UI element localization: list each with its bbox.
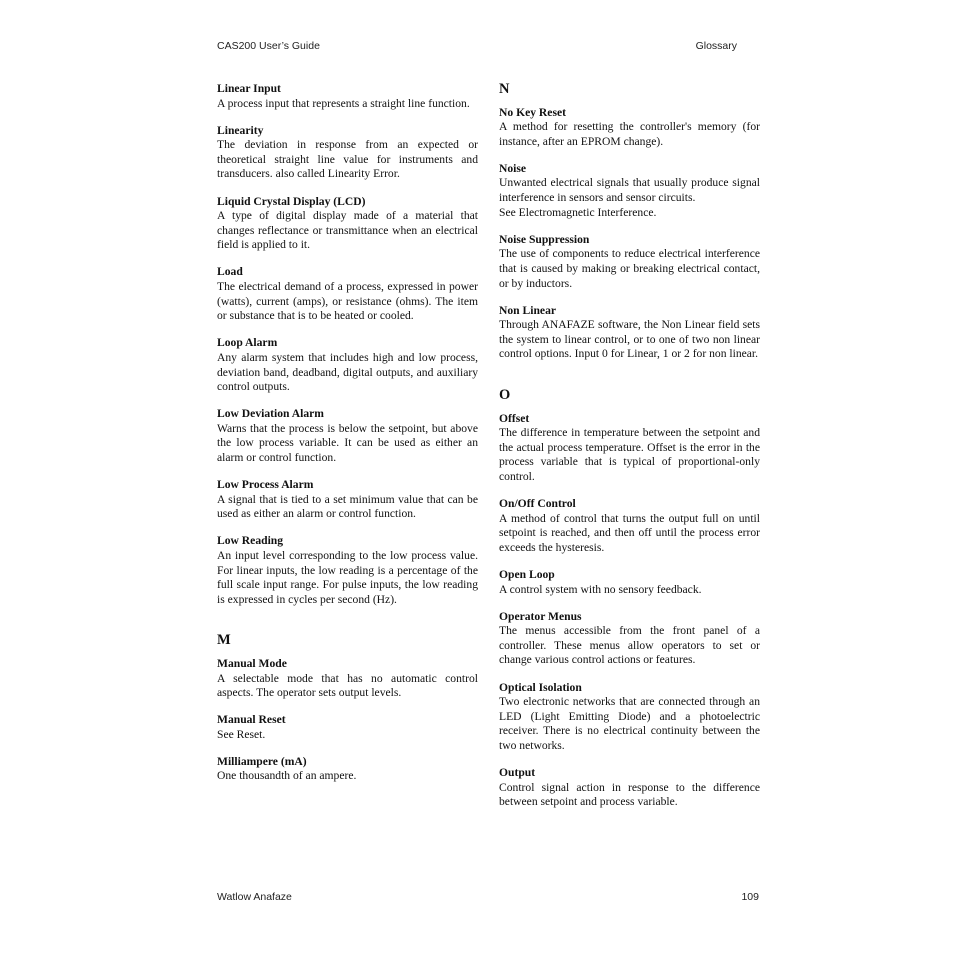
glossary-term: Offset	[499, 411, 530, 425]
glossary-entry	[217, 478, 478, 522]
glossary-definition: A selectable mode that has no automatic control aspects. The operator sets output levels.	[217, 671, 478, 700]
glossary-term: Operator Menus	[499, 609, 582, 623]
glossary-definition: The electrical demand of a process, expressed in power (watts), current (amps), or resistance (ohms). The item or substance that is to be heated or cooled.	[217, 280, 478, 323]
glossary-term: Milliampere (mA)	[217, 754, 307, 768]
running-header-title: CAS200 User’s Guide	[217, 40, 320, 52]
glossary-entry	[499, 412, 760, 485]
glossary-definition: Unwanted electrical signals that usually produce signal interference in sensors and sensor circuits.	[499, 176, 760, 205]
glossary-definition: Warns that the process is below the setpoint, but above the low process variable. It can be used as either an alarm or control function.	[217, 421, 478, 464]
entries-o	[499, 412, 760, 810]
glossary-entry	[499, 233, 760, 291]
glossary-term: Optical Isolation	[499, 680, 582, 694]
glossary-definition: A method for resetting the controller's memory (for instance, after an EPROM change).	[499, 120, 760, 148]
glossary-term: Output	[499, 765, 536, 779]
glossary-entry	[217, 124, 478, 182]
glossary-entry	[499, 304, 760, 362]
section-letter-o: O	[499, 387, 511, 403]
glossary-left-column	[217, 82, 478, 797]
glossary-definition: An input level corresponding to the low process value. For linear inputs, the low reading is a percentage of the full scale input range. For pulse inputs, the low reading is expressed in cycles per second (Hz).	[217, 548, 478, 606]
glossary-definition: A method of control that turns the output full on until setpoint is reached, and then off until the process error exceeds the hysteresis.	[499, 511, 760, 554]
glossary-term: Noise Suppression	[499, 232, 590, 246]
glossary-definition: The difference in temperature between the setpoint and the actual process temperature. Offset is the error in the process variable that is typical of proportional-only control.	[499, 426, 760, 483]
glossary-term: Liquid Crystal Display (LCD)	[217, 194, 366, 208]
glossary-definition: One thousandth of an ampere.	[217, 769, 357, 783]
glossary-term: Manual Reset	[217, 713, 286, 727]
entries-l	[217, 82, 478, 607]
glossary-entry	[217, 82, 478, 111]
glossary-entry	[217, 534, 478, 607]
section-letter-m: M	[217, 632, 231, 649]
glossary-entry	[499, 497, 760, 555]
glossary-entry	[499, 106, 760, 150]
glossary-entry	[217, 336, 478, 394]
glossary-entry	[499, 610, 760, 668]
glossary-term: Linear Input	[217, 82, 281, 95]
glossary-right-column	[499, 82, 760, 822]
glossary-entry	[217, 755, 478, 784]
glossary-term: Linearity	[217, 123, 264, 137]
glossary-definition: A process input that represents a straight line function.	[217, 96, 470, 110]
glossary-term: Low Reading	[217, 534, 284, 548]
glossary-definition: A control system with no sensory feedback.	[499, 582, 702, 596]
glossary-term: No Key Reset	[499, 105, 566, 119]
glossary-term: Loop Alarm	[217, 336, 278, 350]
glossary-entry	[499, 681, 760, 754]
glossary-term: Low Deviation Alarm	[217, 407, 324, 421]
glossary-definition: Two electronic networks that are connected through an LED (Light Emitting Diode) and a photoelectric receiver. There is no electrical continuity between the two networks.	[499, 695, 760, 752]
glossary-entry	[217, 657, 478, 701]
glossary-entry	[499, 766, 760, 810]
glossary-term: Non Linear	[499, 303, 557, 317]
glossary-term: Noise	[499, 161, 527, 175]
footer-publisher: Watlow Anafaze	[217, 891, 292, 903]
glossary-definition: Through ANAFAZE software, the Non Linear field sets the system to linear control, or to one of two non linear control options. Input 0 for Linear, 1 or 2 for non linear.	[499, 318, 760, 361]
glossary-term: Manual Mode	[217, 656, 287, 670]
glossary-term: Low Process Alarm	[217, 478, 314, 492]
glossary-term: Load	[217, 265, 243, 279]
glossary-entry	[499, 162, 760, 220]
glossary-definition: The use of components to reduce electrical interference that is caused by making or breaking electrical contact, or by inductors.	[499, 247, 760, 290]
glossary-definition: See Reset.	[217, 727, 266, 741]
glossary-entry	[217, 407, 478, 465]
page-number: 109	[741, 891, 759, 903]
glossary-definition: Control signal action in response to the difference between setpoint and process variable.	[499, 780, 760, 809]
glossary-definition: Any alarm system that includes high and low process, deviation band, deadband, digital outputs, and auxiliary control outputs.	[217, 350, 478, 394]
section-letter-n: N	[499, 81, 510, 97]
running-header-section: Glossary	[695, 40, 737, 52]
glossary-definition: The menus accessible from the front panel of a controller. These menus allow operators to set or change various control actions or features.	[499, 624, 760, 667]
glossary-entry	[217, 265, 478, 323]
glossary-see-also: See Electromagnetic Interference.	[499, 205, 657, 219]
glossary-entry	[217, 195, 478, 253]
glossary-definition: The deviation in response from an expected or theoretical straight line value for instruments and transducers. also called Linearity Error.	[217, 138, 478, 181]
glossary-definition: A signal that is tied to a set minimum value that can be used as either an alarm or control function.	[217, 492, 478, 521]
glossary-entry	[499, 568, 760, 597]
glossary-term: Open Loop	[499, 567, 555, 581]
entries-n	[499, 106, 760, 362]
glossary-entry	[217, 713, 478, 742]
glossary-definition: A type of digital display made of a material that changes reflectance or transmittance when an electrical field is applied to it.	[217, 209, 478, 252]
glossary-term: On/Off Control	[499, 497, 576, 511]
entries-m	[217, 657, 478, 784]
